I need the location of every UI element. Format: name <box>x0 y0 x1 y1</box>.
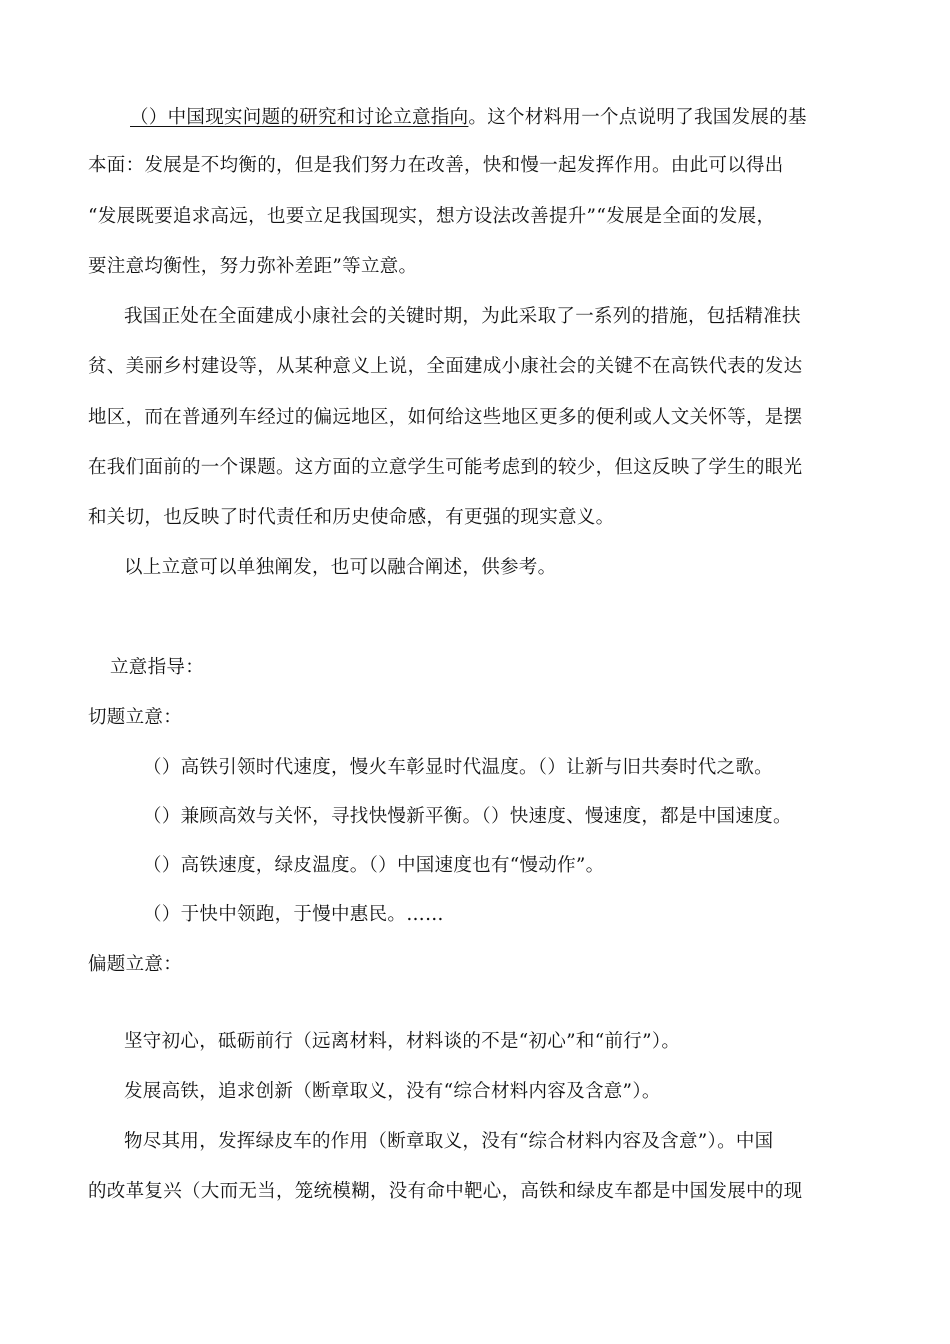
section-heading-underlined: （）中国现实问题的研究和讨论立意指向 <box>130 107 469 128</box>
on-topic-item: （）于快中领跑，于慢中惠民。…… <box>143 904 444 925</box>
paragraph-2-line-4: 在我们面前的一个课题。这方面的立意学生可能考虑到的较少，但这反映了学生的眼光 <box>88 457 803 478</box>
on-topic-item: （）高铁引领时代速度，慢火车彰显时代温度。（）让新与旧共奏时代之歌。 <box>143 757 773 778</box>
paragraph-2-line-3: 地区，而在普通列车经过的偏远地区，如何给这些地区更多的便利或人文关怀等，是摆 <box>88 407 803 428</box>
paragraph-2-line-1: 我国正处在全面建成小康社会的关键时期，为此采取了一系列的措施，包括精准扶 <box>124 306 801 327</box>
off-topic-line-1: 坚守初心，砥砺前行（远离材料，材料谈的不是“初心”和“前行”）。 <box>124 1031 681 1052</box>
paragraph-2-line-2: 贫、美丽乡村建设等，从某种意义上说，全面建成小康社会的关键不在高铁代表的发达 <box>88 356 803 377</box>
paragraph-1-line-3: “发展既要追求高远，也要立足我国现实，想方设法改善提升”“发展是全面的发展， <box>88 206 776 227</box>
guidance-heading: 立意指导： <box>110 657 205 678</box>
off-topic-line-4: 的改革复兴（大而无当，笼统模糊，没有命中靶心，高铁和绿皮车都是中国发展中的现 <box>88 1181 803 1202</box>
on-topic-item: （）兼顾高效与关怀，寻找快慢新平衡。（）快速度、慢速度，都是中国速度。 <box>143 806 792 827</box>
on-topic-heading: 切题立意： <box>88 707 183 728</box>
off-topic-line-2: 发展高铁，追求创新（断章取义，没有“综合材料内容及含意”）。 <box>124 1081 661 1102</box>
paragraph-1-line-2: 本面：发展是不均衡的，但是我们努力在改善，快和慢一起发挥作用。由此可以得出 <box>88 155 784 176</box>
off-topic-heading: 偏题立意： <box>88 954 183 975</box>
paragraph-2-line-5: 和关切，也反映了时代责任和历史使命感，有更强的现实意义。 <box>88 507 615 528</box>
off-topic-line-3: 物尽其用，发挥绿皮车的作用（断章取义，没有“综合材料内容及含意”）。中国 <box>124 1131 774 1152</box>
paragraph-3-line-1: 以上立意可以单独阐发，也可以融合阐述，供参考。 <box>124 557 557 578</box>
on-topic-item: （）高铁速度，绿皮温度。（）中国速度也有“慢动作”。 <box>143 855 605 876</box>
paragraph-text: 。这个材料用一个点说明了我国发展的基 <box>468 107 807 128</box>
paragraph-1-line-4: 要注意均衡性，努力弥补差距”等立意。 <box>88 256 418 277</box>
paragraph-1-line-1 <box>130 106 807 130</box>
